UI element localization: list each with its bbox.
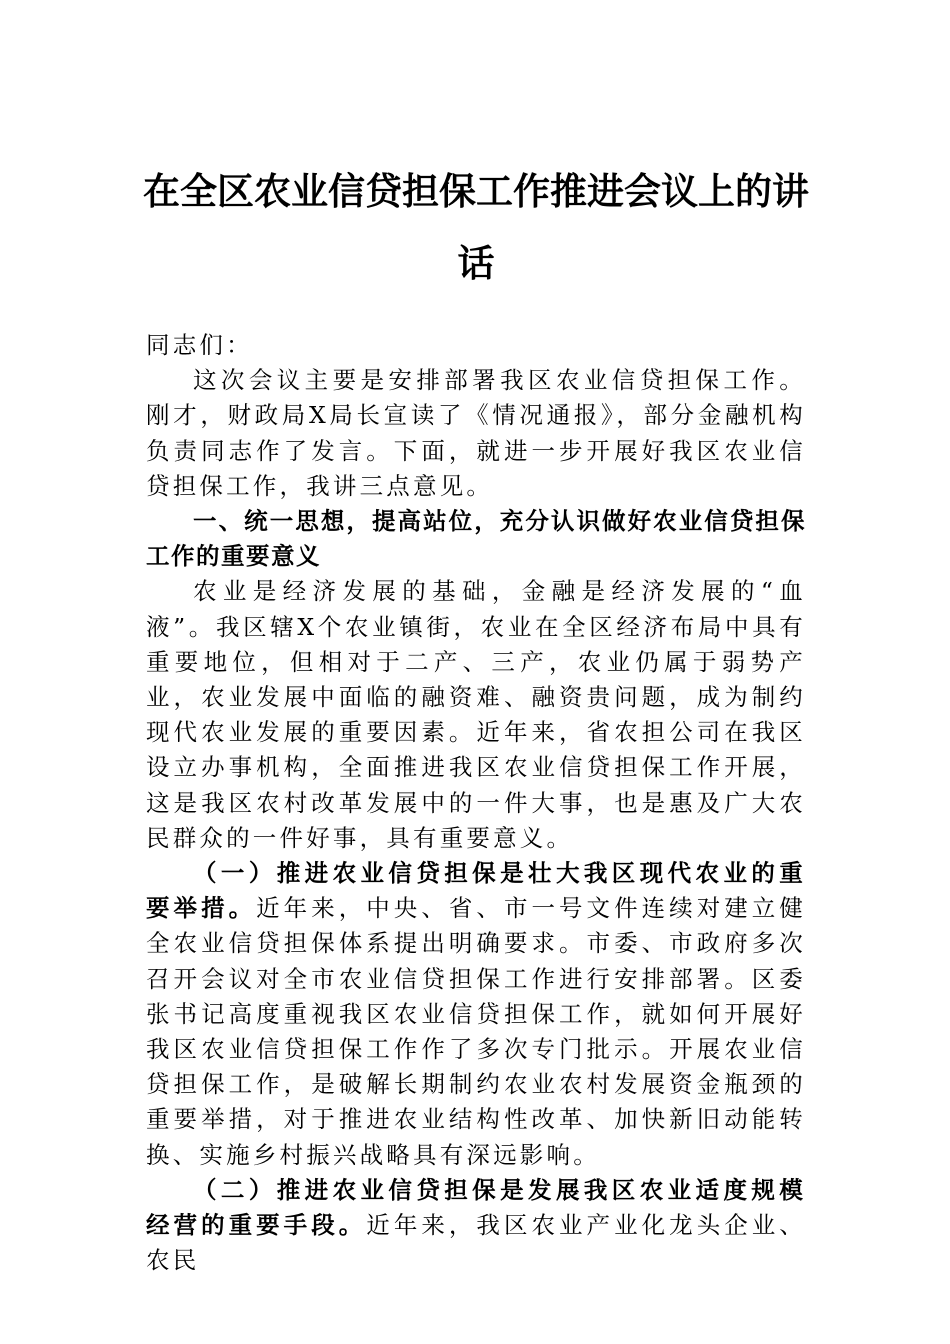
document-body (146, 328, 806, 1278)
subsection-1-body: 近年来，中央、省、市一号文件连续对建立健全农业信贷担保体系提出明确要求。市委、市政府多次召开会议对全市农业信贷担保工作进行安排部署。区委张书记高度重视我区农业信贷担保工作，就如何开展好我区农业信贷担保工作作了多次专门批示。开展农业信贷担保工作，是破解长期制约农业农村发展资金瓶颈的重要举措，对于推进农业结构性改革、加快新旧动能转换、实施乡村振兴战略具有深远影响。 (146, 894, 806, 1169)
subsection-2-paragraph (146, 1173, 806, 1279)
subsection-2-lead: （二）推进农业信贷担保是发展我区农业适度规模经营的重要手段。 (146, 1175, 806, 1240)
subsection-1-paragraph (146, 856, 806, 1173)
document-title: 在全区农业信贷担保工作推进会议上的讲话 (143, 169, 809, 285)
section-1-paragraph: 农业是经济发展的基础，金融是经济发展的“血液”。我区辖X个农业镇街，农业在全区经济布局中具有重要地位，但相对于二产、三产，农业仍属于弱势产业，农业发展中面临的融资难、融资贵问题，成为制约现代农业发展的重要因素。近年来，省农担公司在我区设立办事机构，全面推进我区农业信贷担保工作开展，这是我区农村改革发展中的一件大事，也是惠及广大农民群众的一件好事，具有重要意义。 (146, 577, 806, 852)
subsection-2-body: 近年来，我区农业产业化龙头企业、农民 (146, 1211, 806, 1275)
salutation: 同志们： (146, 331, 253, 359)
section-heading-1: 一、统一思想，提高站位，充分认识做好农业信贷担保工作的重要意义 (146, 507, 806, 571)
subsection-1-lead: （一）推进农业信贷担保是壮大我区现代农业的重要举措。 (146, 859, 806, 923)
intro-paragraph: 这次会议主要是安排部署我区农业信贷担保工作。刚才，财政局X局长宣读了《情况通报》，部分金融机构负责同志作了发言。下面，就进一步开展好我区农业信贷担保工作，我讲三点意见。 (146, 366, 806, 500)
